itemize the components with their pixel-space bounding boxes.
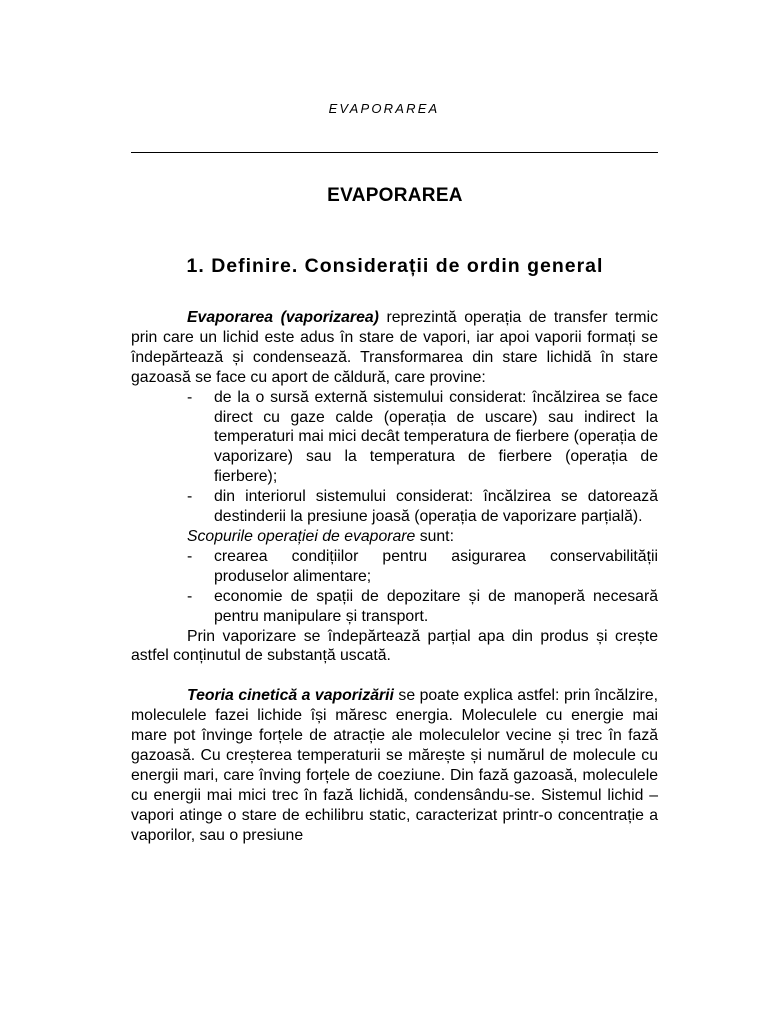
body-text bbox=[131, 308, 658, 845]
list-dash: - bbox=[187, 388, 193, 406]
list-item bbox=[131, 587, 658, 627]
list-item bbox=[131, 487, 658, 527]
paragraph-kinetic-theory bbox=[131, 686, 658, 845]
list-item bbox=[131, 547, 658, 587]
list-dash: - bbox=[187, 547, 193, 565]
list-item-text: economie de spații de depozitare și de manoperă necesară pentru manipulare și transport. bbox=[214, 587, 658, 625]
list-item-text: crearea condițiilor pentru asigurarea conservabilității produselor alimentare; bbox=[214, 547, 658, 585]
paragraph-gap bbox=[131, 666, 658, 686]
list-item-text: din interiorul sistemului considerat: încălzirea se datorează destinderii la presiune joasă (operația de vaporizare parțială). bbox=[214, 488, 658, 526]
document-title: EVAPORAREA bbox=[327, 185, 463, 206]
section-heading: 1. Definire. Considerații de ordin general bbox=[186, 255, 604, 277]
kinetic-theory-text: se poate explica astfel: prin încălzire, moleculele fazei lichide își măresc energia. Moleculele cu energie mai mare pot învinge forțele de atracție ale moleculelor vecine și trec în fază gazoasă. Cu creșterea temperaturii se mărește și numărul de molecule cu energii mari, care înving forțele de coeziune. Din fază gazoasă, moleculele cu energii mai mici trec în fază lichidă, condensându-se. Sistemul lichid – vapori atinge o stare de echilibru static, caracterizat printr-o concentrație a vaporilor, sau o presiune bbox=[131, 687, 658, 844]
running-header: EVAPORAREA bbox=[328, 101, 440, 116]
purposes-lead: Scopurile operației de evaporare bbox=[187, 527, 416, 545]
definition-text: reprezintă operația de transfer termic prin care un lichid este adus în stare de vapori, iar apoi vaporii formați se îndepărtează și condensează. Transformarea din stare lichidă în stare gazoasă se face cu aport de căldură, care provine: bbox=[131, 309, 659, 386]
purposes-text: sunt: bbox=[415, 527, 454, 545]
header-rule bbox=[131, 152, 658, 153]
list-dash: - bbox=[187, 587, 193, 605]
paragraph-definition bbox=[131, 308, 658, 388]
term-kinetic-theory: Teoria cinetică a vaporizării bbox=[187, 687, 394, 705]
list-dash: - bbox=[187, 488, 193, 506]
paragraph-vaporization: Prin vaporizare se îndepărtează parțial apa din produs și crește astfel conținutul de substanță uscată. bbox=[131, 627, 658, 665]
list-item bbox=[131, 388, 658, 488]
paragraph-purposes bbox=[131, 527, 658, 547]
list-item-text: de la o sursă externă sistemului considerat: încălzirea se face direct cu gaze calde (operația de uscare) sau indirect la temperaturi mai mici decât temperatura de fierbere (operația de vaporizare) sau la temperatura de fierbere (operația de fierbere); bbox=[214, 388, 658, 486]
term-evaporarea: Evaporarea (vaporizarea) bbox=[187, 309, 379, 326]
